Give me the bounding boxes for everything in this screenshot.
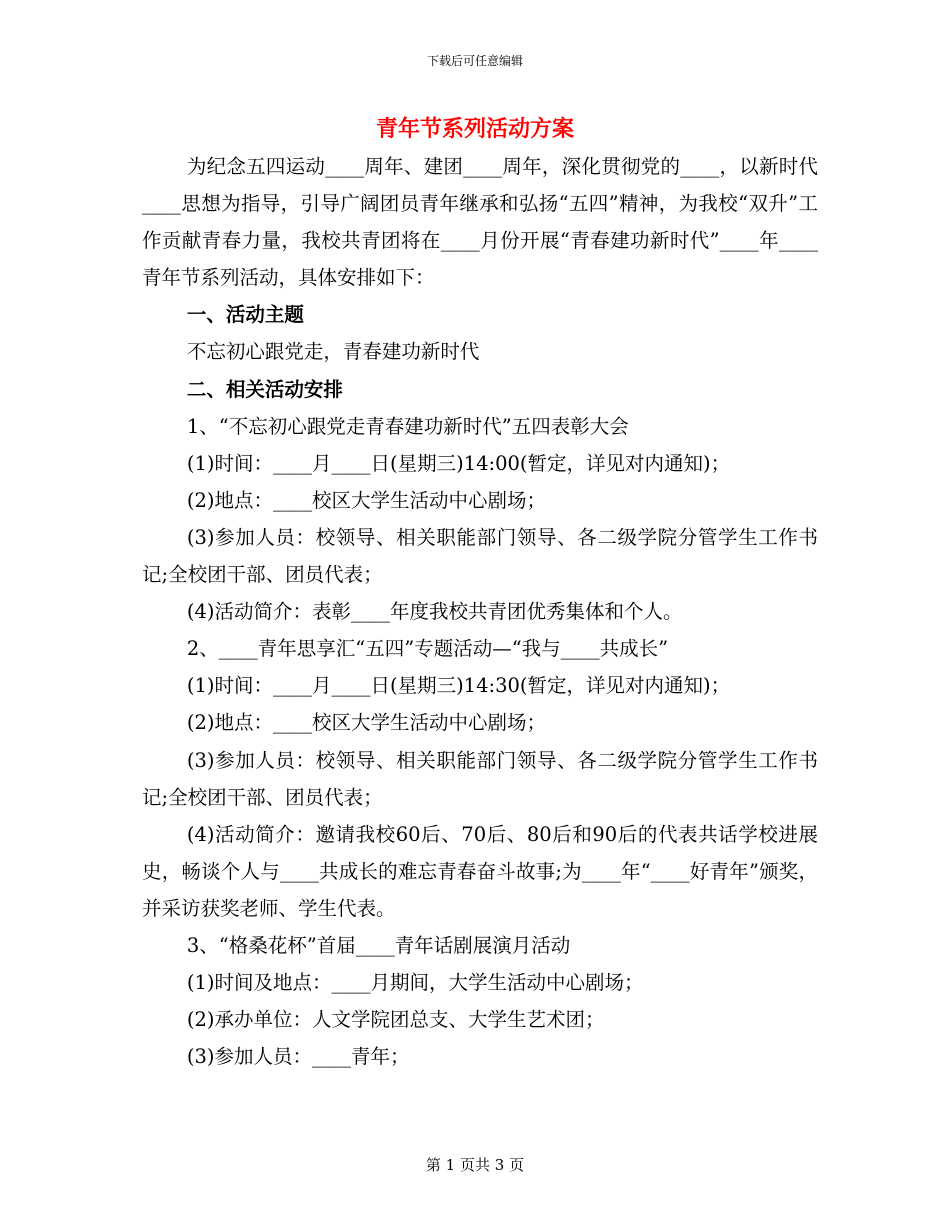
page-footer: 第 1 页共 3 页 (425, 1156, 525, 1174)
paragraph: (3)参加人员：校领导、相关职能部门领导、各二级学院分管学生工作书记;全校团干部、团员代表； (142, 748, 818, 809)
paragraph: (2)地点：____校区大学生活动中心剧场； (186, 711, 546, 735)
paragraph: 2、____青年思享汇“五四”专题活动—“我与____共成长” (186, 637, 669, 661)
paragraph: (2)地点：____校区大学生活动中心剧场； (186, 488, 546, 512)
paragraph: (4)活动简介：表彰____年度我校共青团优秀集体和个人。 (186, 600, 683, 624)
paragraph: (1)时间及地点：____月期间，大学生活动中心剧场； (186, 971, 644, 995)
paragraph: 1、“不忘初心跟党走青春建功新时代”五四表彰大会 (186, 414, 629, 438)
paragraph: 不忘初心跟党走，青春建功新时代 (186, 340, 480, 364)
paragraph: 为纪念五四运动____周年、建团____周年，深化贯彻党的____，以新时代____思想为指导，引导广阔团员青年继承和弘扬“五四”精神，为我校“双升”工作贡献青春力量，我校共青团将在____月份开展“青春建功新时代”____年____青年节系列活动，具体安排如下： (142, 155, 818, 290)
paragraph: (1)时间：____月____日(星期三)14:00(暂定，详见对内通知)； (186, 451, 731, 475)
document-title: 青年节系列活动方案 (375, 116, 574, 142)
paragraph: (4)活动简介：邀请我校60后、70后、80后和90后的代表共话学校进展史，畅谈个人与____共成长的难忘青春奋斗故事;为____年“____好青年”颁奖，并采访获奖老师、学生代表。 (142, 822, 818, 920)
document-body (142, 148, 818, 1075)
section-heading: 二、相关活动安排 (186, 377, 343, 401)
paragraph: 3、“格桑花杯”首届____青年话剧展演月活动 (186, 933, 571, 957)
paragraph: (2)承办单位：人文学院团总支、大学生艺术团； (186, 1008, 605, 1032)
section-heading: 一、活动主题 (186, 303, 304, 327)
header-note: 下载后可任意编辑 (426, 54, 523, 68)
paragraph: (3)参加人员：____青年； (186, 1045, 410, 1069)
paragraph: (1)时间：____月____日(星期三)14:30(暂定，详见对内通知)； (186, 674, 731, 698)
paragraph: (3)参加人员：校领导、相关职能部门领导、各二级学院分管学生工作书记;全校团干部、团员代表； (142, 525, 818, 587)
